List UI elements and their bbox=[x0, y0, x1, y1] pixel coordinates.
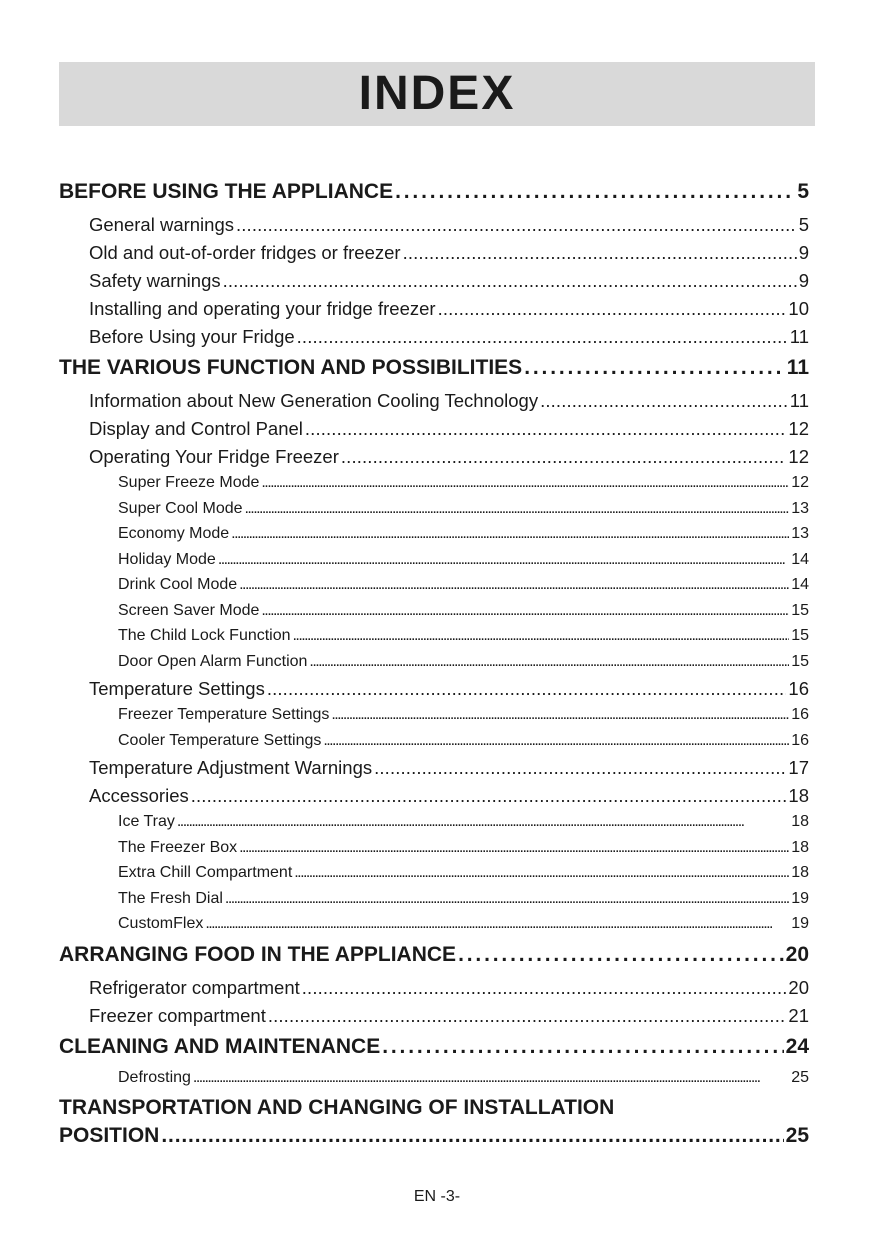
page-title: INDEX bbox=[358, 67, 516, 120]
toc-entry[interactable] bbox=[59, 474, 809, 500]
toc-entry[interactable] bbox=[59, 813, 809, 839]
toc-entry-label: Holiday Mode bbox=[118, 550, 216, 568]
toc-entry-page: 18 bbox=[791, 813, 809, 830]
dot-leader bbox=[297, 326, 788, 348]
toc-entry-label: Safety warnings bbox=[89, 270, 221, 291]
toc-entry-page: 11 bbox=[789, 390, 809, 411]
toc-entry-page: 15 bbox=[791, 627, 809, 644]
dot-leader bbox=[231, 525, 789, 543]
toc-entry-page: 12 bbox=[788, 418, 809, 439]
toc-entry[interactable] bbox=[59, 214, 809, 242]
toc-entry-label-line1: TRANSPORTATION AND CHANGING OF INSTALLATION bbox=[59, 1096, 615, 1119]
dot-leader bbox=[403, 242, 797, 264]
toc-entry[interactable] bbox=[59, 706, 809, 732]
toc-entry[interactable] bbox=[59, 390, 809, 418]
dot-leader bbox=[223, 270, 797, 292]
toc-entry[interactable] bbox=[59, 356, 809, 390]
toc-entry[interactable] bbox=[59, 977, 809, 1005]
toc-entry-page: 18 bbox=[791, 838, 809, 856]
toc-entry[interactable] bbox=[59, 890, 809, 916]
toc-entry-label: Drink Cool Mode bbox=[118, 576, 238, 593]
toc-entry-label: Super Freeze Mode bbox=[118, 474, 260, 491]
dot-leader bbox=[218, 551, 789, 569]
toc-entry-label: Freezer Temperature Settings bbox=[118, 706, 330, 723]
toc-entry[interactable] bbox=[59, 627, 809, 653]
dot-leader bbox=[245, 500, 790, 518]
toc-entry[interactable] bbox=[59, 839, 809, 865]
toc-entry[interactable] bbox=[59, 1005, 809, 1033]
toc-entry-page: 20 bbox=[788, 976, 809, 998]
toc-entry-label: Accessories bbox=[89, 785, 189, 806]
toc-entry-page: 15 bbox=[791, 652, 809, 670]
dot-leader bbox=[305, 418, 787, 440]
toc-entry-label: Display and Control Panel bbox=[89, 418, 303, 439]
toc-entry[interactable] bbox=[59, 732, 809, 758]
toc-entry-label: Installing and operating your fridge freezer bbox=[89, 298, 436, 319]
toc-entry-label: THE VARIOUS FUNCTION AND POSSIBILITIES bbox=[59, 356, 523, 379]
dot-leader bbox=[294, 864, 789, 882]
toc-entry-label: Super Cool Mode bbox=[118, 499, 243, 517]
toc-entry-label: Defrosting bbox=[118, 1068, 191, 1086]
dot-leader bbox=[193, 1069, 789, 1087]
table-of-contents bbox=[59, 178, 809, 1154]
toc-entry-label: Refrigerator compartment bbox=[89, 976, 300, 998]
dot-leader bbox=[323, 732, 789, 750]
toc-entry-page: 25 bbox=[791, 1068, 809, 1086]
toc-entry[interactable] bbox=[59, 298, 809, 326]
toc-entry-label: BEFORE USING THE APPLIANCE bbox=[59, 180, 394, 203]
toc-entry[interactable] bbox=[59, 678, 809, 706]
toc-entry-label: ARRANGING FOOD IN THE APPLIANCE bbox=[59, 942, 457, 966]
toc-entry-page: 14 bbox=[791, 550, 809, 568]
toc-entry-label: General warnings bbox=[89, 214, 234, 235]
dot-leader bbox=[261, 474, 789, 492]
toc-entry-page: 18 bbox=[788, 785, 809, 806]
toc-entry-page: 18 bbox=[791, 864, 809, 881]
toc-entry-label: CustomFlex bbox=[118, 915, 204, 932]
toc-entry[interactable] bbox=[59, 1069, 809, 1095]
toc-entry[interactable] bbox=[59, 1035, 809, 1069]
toc-entry-page: 12 bbox=[791, 474, 809, 491]
toc-entry-page: 16 bbox=[791, 706, 809, 723]
dot-leader bbox=[191, 785, 787, 807]
toc-entry-page: 12 bbox=[788, 446, 809, 467]
toc-entry-page: 16 bbox=[788, 678, 809, 699]
toc-entry-label: Economy Mode bbox=[118, 525, 230, 542]
toc-entry-label: The Freezer Box bbox=[118, 838, 238, 856]
toc-entry-label-line2: POSITION bbox=[59, 1124, 160, 1147]
toc-entry-label: Temperature Adjustment Warnings bbox=[89, 757, 373, 778]
toc-entry-label: CLEANING AND MAINTENANCE bbox=[59, 1034, 381, 1058]
dot-leader bbox=[382, 1035, 783, 1059]
dot-leader bbox=[236, 214, 797, 236]
toc-entry-label: The Fresh Dial bbox=[118, 889, 223, 907]
toc-entry-page: 25 bbox=[785, 1124, 809, 1147]
toc-entry-label: The Child Lock Function bbox=[118, 627, 291, 644]
toc-entry-label: Door Open Alarm Function bbox=[118, 652, 308, 670]
dot-leader bbox=[458, 943, 784, 967]
toc-entry-page: 21 bbox=[788, 1004, 809, 1026]
dot-leader bbox=[205, 915, 789, 933]
dot-leader bbox=[540, 390, 788, 412]
toc-entry[interactable] bbox=[59, 500, 809, 526]
toc-entry-page: 11 bbox=[789, 326, 809, 347]
dot-leader bbox=[268, 1005, 787, 1027]
toc-entry[interactable] bbox=[59, 418, 809, 446]
toc-entry[interactable] bbox=[59, 525, 809, 551]
toc-entry-label: Extra Chill Compartment bbox=[118, 864, 293, 881]
toc-entry-page: 11 bbox=[786, 356, 809, 379]
toc-entry[interactable] bbox=[59, 915, 809, 941]
toc-entry-page: 19 bbox=[791, 889, 809, 907]
dot-leader bbox=[239, 839, 789, 857]
toc-entry[interactable] bbox=[59, 270, 809, 298]
toc-entry-label: Freezer compartment bbox=[89, 1004, 266, 1026]
dot-leader bbox=[374, 757, 786, 779]
toc-entry-page: 13 bbox=[791, 499, 809, 517]
dot-leader bbox=[341, 446, 787, 468]
toc-entry-label: Operating Your Fridge Freezer bbox=[89, 446, 339, 467]
toc-entry[interactable] bbox=[59, 446, 809, 474]
toc-entry[interactable] bbox=[59, 757, 809, 785]
toc-entry-page: 9 bbox=[798, 270, 809, 291]
dot-leader bbox=[302, 977, 787, 999]
toc-entry[interactable] bbox=[59, 576, 809, 602]
toc-entry-page: 5 bbox=[797, 180, 809, 203]
toc-entry-label: Ice Tray bbox=[118, 813, 175, 830]
toc-entry-label: Before Using your Fridge bbox=[89, 326, 295, 347]
dot-leader bbox=[225, 890, 789, 908]
toc-entry-page: 16 bbox=[791, 731, 809, 749]
toc-entry-transportation[interactable] bbox=[59, 1096, 809, 1154]
dot-leader bbox=[177, 813, 789, 831]
toc-entry-page: 14 bbox=[791, 576, 809, 593]
toc-entry[interactable] bbox=[59, 180, 809, 214]
toc-entry[interactable] bbox=[59, 551, 809, 577]
dot-leader bbox=[239, 576, 789, 594]
toc-entry-page: 20 bbox=[785, 942, 809, 966]
dot-leader bbox=[395, 180, 795, 204]
toc-entry-label: Information about New Generation Cooling Technology bbox=[89, 390, 539, 411]
toc-entry-page: 24 bbox=[785, 1034, 809, 1058]
toc-entry[interactable] bbox=[59, 785, 809, 813]
toc-entry-page: 9 bbox=[798, 242, 809, 263]
toc-entry[interactable] bbox=[59, 864, 809, 890]
toc-entry-label: Temperature Settings bbox=[89, 678, 265, 699]
toc-entry-label: Old and out-of-order fridges or freezer bbox=[89, 242, 401, 263]
dot-leader bbox=[331, 706, 789, 724]
toc-entry-page: 15 bbox=[791, 601, 809, 619]
dot-leader bbox=[261, 602, 789, 620]
dot-leader bbox=[161, 1124, 783, 1148]
toc-entry[interactable] bbox=[59, 326, 809, 354]
toc-entry-label: Screen Saver Mode bbox=[118, 601, 260, 619]
toc-entry-label: Cooler Temperature Settings bbox=[118, 731, 322, 749]
dot-leader bbox=[438, 298, 787, 320]
toc-entry-page: 13 bbox=[791, 525, 809, 542]
toc-entry[interactable] bbox=[59, 653, 809, 679]
toc-entry[interactable] bbox=[59, 242, 809, 270]
toc-entry-page: 5 bbox=[798, 214, 809, 235]
dot-leader bbox=[267, 678, 787, 700]
dot-leader bbox=[309, 653, 789, 671]
toc-entry-page: 19 bbox=[791, 915, 809, 932]
dot-leader bbox=[293, 627, 790, 645]
toc-entry[interactable] bbox=[59, 602, 809, 628]
toc-entry-page: 17 bbox=[788, 757, 809, 778]
toc-entry[interactable] bbox=[59, 943, 809, 977]
index-banner bbox=[59, 62, 815, 126]
dot-leader bbox=[524, 356, 785, 380]
page-footer: EN -3- bbox=[413, 1188, 461, 1205]
toc-entry-page: 10 bbox=[788, 298, 809, 319]
